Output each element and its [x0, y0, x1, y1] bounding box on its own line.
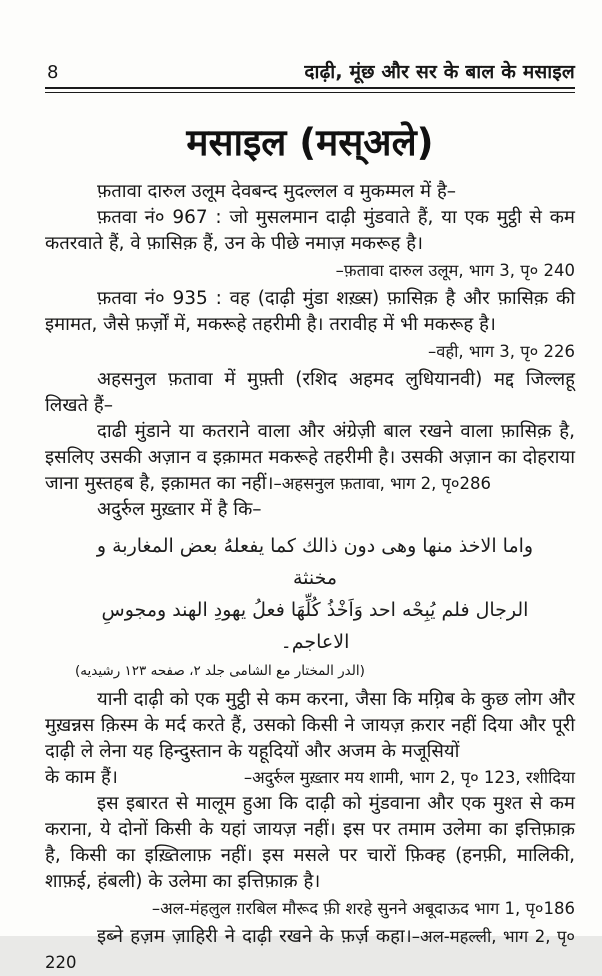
arabic-quote: [45, 523, 575, 658]
page-title: मसाइल (मस्अले): [186, 121, 434, 164]
header-rule-thick: [45, 87, 575, 89]
citation-fatawa-darul-uloom: –फ़तावा दारुल उलूम, भाग 3, पृ० 240: [335, 261, 575, 281]
citation-durrul-mukhtar: –अदुर्रुल मुख़्तार मय शामी, भाग 2, पृ० 123, रशीदिया: [243, 768, 575, 788]
para-ahsanul-intro: अहसनुल फ़तावा में मुफ़्ती (रशिद अहमद लुधियानवी) मद्द जिल्लहू लिखते हैं–: [45, 369, 575, 417]
running-title: दाढ़ी, मूंछ और सर के बाल के मसाइल: [304, 61, 575, 83]
para-intro: फ़तावा दारुल उलूम देवबन्द मुदल्लल व मुकम्मल में है–: [97, 181, 457, 203]
arabic-quote-line-1: واما الاخذ منها وهى دون ذالك كما يفعلهُ بعض المغاربة و مخنثة: [96, 535, 534, 590]
citation-wahi: –वही, भाग 3, पृ० 226: [427, 342, 575, 362]
ibn-hazm-text: इब्ने हज़म ज़ाहिरी ने दाढ़ी रखने के फ़र्ज़ कहा।: [97, 926, 412, 948]
para-ahsanul-quote: [45, 419, 575, 497]
para-durrul-intro: अदुर्रुल मुख़्तार में है कि–: [97, 499, 262, 521]
arabic-quote-line-2: الرجال فلم يُبِحْه احد وَاَخْذُ كُلِّهَا فعلُ يهودِ الهند ومجوسِ الاعاجم۔: [101, 599, 529, 654]
para-fatwa-967: फ़तवा नं० 967 : जो मुसलमान दाढ़ी मुंडवाते हैं, या एक मुट्ठी से कम कतरवाते हैं, वे फ़ासिक़ हैं, उन के पीछे नमाज़ मकरूह है।: [45, 207, 575, 255]
para-fatwa-935: फ़तवा नं० 935 : वह (दाढ़ी मुंडा शख़्स) फ़ासिक़ है और फ़ासिक़ की इमामत, जैसे फ़र्ज़ों में, मकरूहे तहरीमी है। तरावीह में भी मकरूह है।: [45, 288, 575, 336]
arabic-citation: (الدر المختار مع الشامى جلد ٢، صفحه ١٢٣ رشيديه): [75, 663, 365, 680]
citation-manhal: –अल-मंहलुल ग़रबिल मौरूद फ़ी शरहे सुनने अबूदाऊद भाग 1, पृ०186: [151, 899, 575, 919]
header-rule-thin: [45, 92, 575, 93]
explanation-tail-row: [45, 765, 575, 791]
citation-mahalli: –अल-महल्ली, भाग 2, पृ० 220: [45, 927, 575, 973]
citation-ahsanul-inline: –अहसनुल फ़तावा, भाग 2, पृ०286: [273, 474, 492, 494]
para-conclusion: इस इबारत से मालूम हुआ कि दाढ़ी को मुंडवाना और एक मुश्त से कम कराना, ये दोनों किसी के यहां जायज़ नहीं। इस पर तमाम उलेमा का इत्तिफ़ाक़ है, किसी का इख़्तिलाफ़ नहीं। इस मसले पर चारों फ़िक्ह (हनफ़ी, मालिकी, शाफ़ई, हंबली) के उलेमा का इत्तिफ़ाक़ है।: [45, 793, 575, 893]
ahsanul-quote-text: दाढी मुंडाने या कतराने वाला और अंग्रेज़ी बाल रखने वाला फ़ासिक़ है, इसलिए उसकी अज़ान व इक़ामत मकरूहे तहरीमी है। उसकी अज़ान का दोहराया जाना मुस्तहब है, इक़ामत का नहीं।: [45, 421, 575, 495]
page-number: 8: [47, 62, 59, 83]
explanation-tail: के काम हैं।: [45, 767, 118, 789]
para-ibn-hazm: [45, 924, 575, 976]
para-explanation: यानी दाढ़ी को एक मुट्ठी से कम करना, जैसा कि मग़्रिब के कुछ लोग और मुख़न्नस क़िस्म के मर्द करते हैं, उसको किसी ने जायज़ क़रार नहीं दिया और पूरी दाढ़ी ले लेना यह हिन्दुस्तान के यहूदियों और अजम के मजूसियों: [45, 689, 575, 763]
running-header: [45, 58, 575, 84]
